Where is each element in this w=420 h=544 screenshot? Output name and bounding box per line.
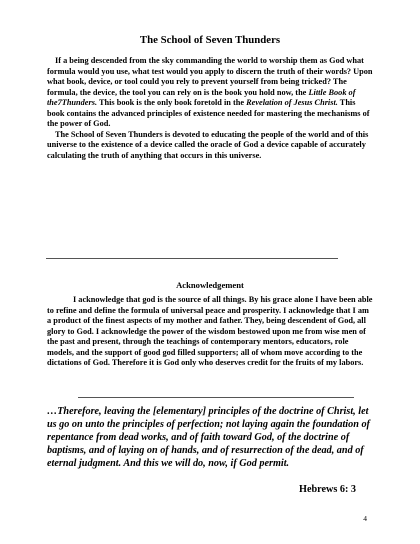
intro-p1-mid: This book is the only book foretold in the [97,98,247,107]
horizontal-rule-top [46,258,338,259]
intro-paragraph-2: The School of Seven Thunders is devoted to educating the people of the world and of this universe to the existence of a device called the oracle of God a device capable of accurately calculating the truth of anything that occurs in this universe. [47,129,369,160]
intro-p1-text: If a being descended from the sky commanding the world to worship them as God what formula would you use, what test would you apply to discern the truth of their words? Upon what book, device, or tool could you rely to prevent yourself from being tricked? The formula, the device, the tool you can rely on is the book you hold now, the [47,56,373,97]
intro-revelation-title: Revelation of Jesus Christ. [246,98,338,107]
horizontal-rule-bottom [78,397,354,398]
page-number: 4 [363,514,367,523]
intro-book-title: Little Book of the7Thunders. [47,87,356,107]
scripture-citation: Hebrews 6: 3 [299,484,356,495]
acknowledgement-body: I acknowledge that god is the source of all things. By his grace alone I have been able to refine and define the formula of universal peace and prosperity. I acknowledge that I am a product of the finest aspects of my mother and father. They, being descendent of God, all glory to God. I acknowledge the power of the wisdom bestowed upon me from wise men of the past and present, through the teachings of contemporary mentors, educators, role models, and the support of good god filled supporters; all of whom move according to the dictations of God. Therefore it is God only who deserves credit for the fruits of my labors. [47,295,373,367]
intro-section [47,56,374,161]
intro-paragraph-1 [47,56,374,130]
scripture-quote: …Therefore, leaving the [elementary] principles of the doctrine of Christ, let us go on unto the principles of perfection; not laying again the foundation of repentance from dead works, and of faith toward God, of the doctrine of baptisms, and of laying on of hands, and of resurrection of the dead, and of eternal judgment. And this we will do, now, if God permit. [47,406,370,469]
page-title: The School of Seven Thunders [139,34,281,46]
acknowledgement-heading: Acknowledgement [176,280,244,290]
intro-p1-end: This book contains the advanced principles of existence needed for mastering the mechanisms of the power of God. [47,98,370,128]
